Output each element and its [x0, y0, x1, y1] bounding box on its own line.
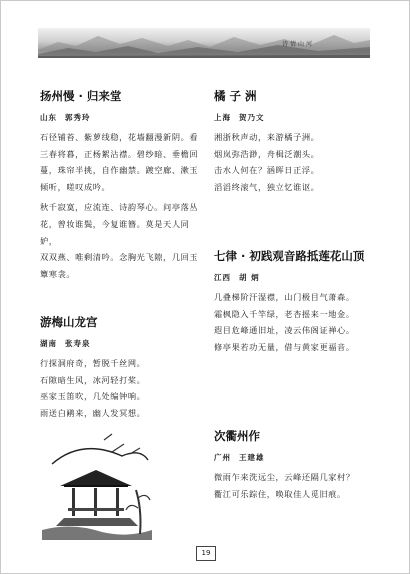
- poem-line: 霜枫隐入千竿绿，老杏摇来一地金。: [214, 308, 355, 319]
- poem-body: [40, 129, 200, 282]
- banner-title: 诗情山河: [281, 41, 314, 48]
- page-number: 19: [196, 546, 216, 561]
- poem-line: 巫家玉笛吹，几处编钟响。: [40, 391, 146, 402]
- poem-ciquzhouzuo: [214, 428, 376, 502]
- author-name: 胡 炳: [239, 273, 260, 282]
- poem-line: 湘浙秋声动，来游橘子洲。: [214, 132, 320, 142]
- poem-title: 七律 · 初践观音路抵莲花山顶: [214, 249, 365, 263]
- author-name: 王建雄: [239, 453, 265, 462]
- poem-line: 双双燕、唯剩清吟。念胸光飞隙，几回玉: [40, 252, 199, 263]
- author-name: 贺乃文: [239, 113, 265, 122]
- header-banner: [38, 28, 370, 58]
- pavilion-illustration: [42, 430, 152, 540]
- poem-line: 秋千寂寞，应流连、诗韵琴心。问亭落丛: [40, 202, 199, 213]
- poem-line: 微雨乍来洗远尘，云峰还隔几家村？: [214, 472, 355, 482]
- mountain-landscape-image: [38, 28, 370, 58]
- poem-line: 石径铺苔、紫萝线稳，花墙翻漫新阴。看: [40, 132, 199, 142]
- poem-line: 几叠梯阶汗湿襟，山门极目气萧森。: [214, 292, 355, 302]
- author-region: 江西: [214, 273, 231, 282]
- poem-body: [214, 129, 376, 195]
- poem-line: 滔滔终滚气，独立忆谁讴。: [214, 181, 320, 192]
- poem-line: 修亭果若功无量，借与黄家更福音。: [214, 341, 355, 352]
- poem-line: 蔓，珠帘半挑，自作幽禁。踱空廊、漱玉: [40, 165, 199, 176]
- poem-yangzhoumanguilaitang: [40, 88, 200, 282]
- author-region: 湖南: [40, 339, 57, 348]
- author-region: 山东: [40, 113, 57, 122]
- poem-line: 遐目危峰通旧址，凌云伟阁证禅心。: [214, 325, 355, 336]
- poem-qilvchujianguanyinlu: [214, 248, 376, 355]
- poem-author: [214, 272, 376, 283]
- poem-body: [214, 289, 376, 355]
- poem-author: [40, 112, 200, 123]
- poem-author: [214, 112, 376, 123]
- author-region: 上海: [214, 113, 231, 122]
- poem-title: 橘 子 洲: [214, 89, 257, 103]
- poem-title: 扬州慢 · 归来堂: [40, 89, 122, 103]
- poem-line: 烟岚弥浩渺，舟楫泛潮头。: [214, 148, 320, 159]
- poem-line: 击水人何在？涵晖日正浮。: [214, 165, 320, 176]
- poem-body: [40, 355, 200, 421]
- poem-line: 簟寒衾。: [40, 268, 76, 279]
- poem-body: [214, 469, 376, 502]
- poem-line: 倾听，嗟叹成吟。: [40, 181, 111, 192]
- poem-title: 游梅山龙宫: [40, 315, 98, 329]
- author-name: 郭秀玲: [65, 113, 91, 122]
- author-region: 广州: [214, 453, 231, 462]
- poem-line: 石隙暗生风，冰河轻打桨。: [40, 374, 146, 385]
- poem-line: 花，曾妆谁鬓，今复谁簪。莫是天人同妒，: [40, 218, 190, 246]
- poem-author: [40, 338, 200, 349]
- poem-author: [214, 452, 376, 463]
- poem-youmeishanlonggong: [40, 314, 200, 421]
- poem-line: 雨送白鹇来，幽人发冥想。: [40, 407, 146, 418]
- poem-title: 次衢州作: [214, 429, 260, 443]
- poem-line: 三春将暮，正杨絮沾襟。碧纱暗、垂檐回: [40, 148, 199, 159]
- poem-juzizhou: [214, 88, 376, 195]
- poem-line: 衢江可乐踪住，唤取佳人觅旧痕。: [214, 488, 346, 499]
- poem-line: 行探洞府奇，暂脱千丝网。: [40, 358, 146, 368]
- author-name: 张寿泉: [65, 339, 91, 348]
